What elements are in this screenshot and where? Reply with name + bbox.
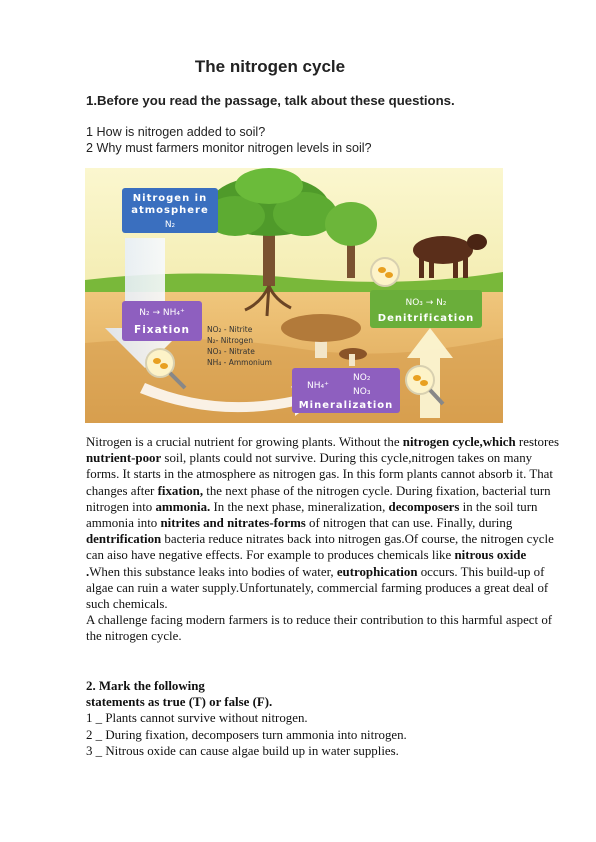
passage-paragraph-1 xyxy=(86,434,560,612)
reading-passage xyxy=(86,434,560,645)
key-term: ammonia. xyxy=(155,499,211,514)
key-term: nitrogen cycle,which xyxy=(402,435,516,449)
fixation-formula: N₂ → NH₄⁺ xyxy=(139,308,185,318)
passage-text: in the soil turn ammonia into xyxy=(86,499,538,531)
atmosphere-label-line-2: atmosphere xyxy=(131,205,209,216)
bacteria-magnifier-icon xyxy=(371,258,399,286)
passage-text: soil, plants could not survive. During this cycle,nitrogen takes on many forms. It starts in the atmosphere as nitrogen gas. In this form plants cannot absorb it. That changes after xyxy=(86,451,553,498)
mineralization-formula-3: NO₃ xyxy=(353,387,371,397)
passage-text: Nitrogen is a crucial nutrient for growing plants. Without the xyxy=(86,435,403,449)
key-term: nutrient-poor xyxy=(86,451,162,466)
nitrogen-cycle-diagram xyxy=(85,168,503,423)
discussion-questions xyxy=(86,124,372,156)
passage-text: of nitrogen that can use. Finally, during xyxy=(305,516,513,531)
legend-item: NO₃ - Nitrate xyxy=(207,347,255,356)
passage-paragraph-2: A challenge facing modern farmers is to reduce their contribution to this harmful aspect of the nitrogen cycle. xyxy=(86,613,553,644)
passage-text: occurs. This build-up of algae can ruin a water supply.Unfortunately, commercial farming produces a great deal of such chemicals. xyxy=(86,564,549,612)
mineralization-label: Mineralization xyxy=(298,400,394,411)
passage-text: In the next phase, mineralization, xyxy=(210,499,389,514)
true-false-section xyxy=(86,678,560,759)
denitrification-label: Denitrification xyxy=(377,313,475,324)
question-item: 1 How is nitrogen added to soil? xyxy=(86,125,266,139)
passage-text: When this substance leaks into bodies of water, xyxy=(89,564,337,579)
section-1-heading: 1.Before you read the passage, talk about these questions. xyxy=(86,93,455,108)
mineralization-formula-2: NO₂ xyxy=(353,373,371,383)
key-term: nitrites and nitrates-forms xyxy=(160,516,306,531)
key-term: eutrophication xyxy=(336,564,418,579)
atmosphere-label-line-1: Nitrogen in xyxy=(132,193,208,204)
fixation-label: Fixation xyxy=(134,324,190,336)
true-false-item: 3 _ Nitrous oxide can cause algae build up in water supplies. xyxy=(86,743,399,758)
mineralization-formula-1: NH₄⁺ xyxy=(307,381,329,391)
passage-text: restores xyxy=(515,435,560,449)
page-title: The nitrogen cycle xyxy=(194,57,346,76)
key-term: decomposers xyxy=(388,499,460,514)
passage-text: bacteria reduce nitrates back into nitrogen gas.Of course, the nitrogen cycle can aiso have negative effects. For example to produces chemicals like xyxy=(86,532,554,563)
legend-item: N₂- Nitrogen xyxy=(207,336,253,345)
section-2-heading-line-2: statements as true (T) or false (F). xyxy=(86,695,273,710)
passage-text: the next phase of the nitrogen cycle. During fixation, bacterial turn nitrogen into xyxy=(86,483,551,514)
true-false-item: 2 _ During fixation, decomposers turn ammonia into nitrogen. xyxy=(86,727,407,742)
legend-item: NO₂ - Nitrite xyxy=(207,325,253,334)
atmosphere-formula: N₂ xyxy=(164,220,176,230)
key-term: dentrification xyxy=(86,532,162,547)
key-term: nitrous oxide . xyxy=(86,548,527,579)
legend-item: NH₄ - Ammonium xyxy=(207,358,272,367)
true-false-item: 1 _ Plants cannot survive without nitrogen. xyxy=(86,711,308,726)
denitrification-formula: NO₃ → N₂ xyxy=(405,298,447,308)
key-term: fixation, xyxy=(157,483,204,498)
section-2-heading-line-1: 2. Mark the following xyxy=(86,679,205,693)
question-item: 2 Why must farmers monitor nitrogen levels in soil? xyxy=(86,141,372,155)
